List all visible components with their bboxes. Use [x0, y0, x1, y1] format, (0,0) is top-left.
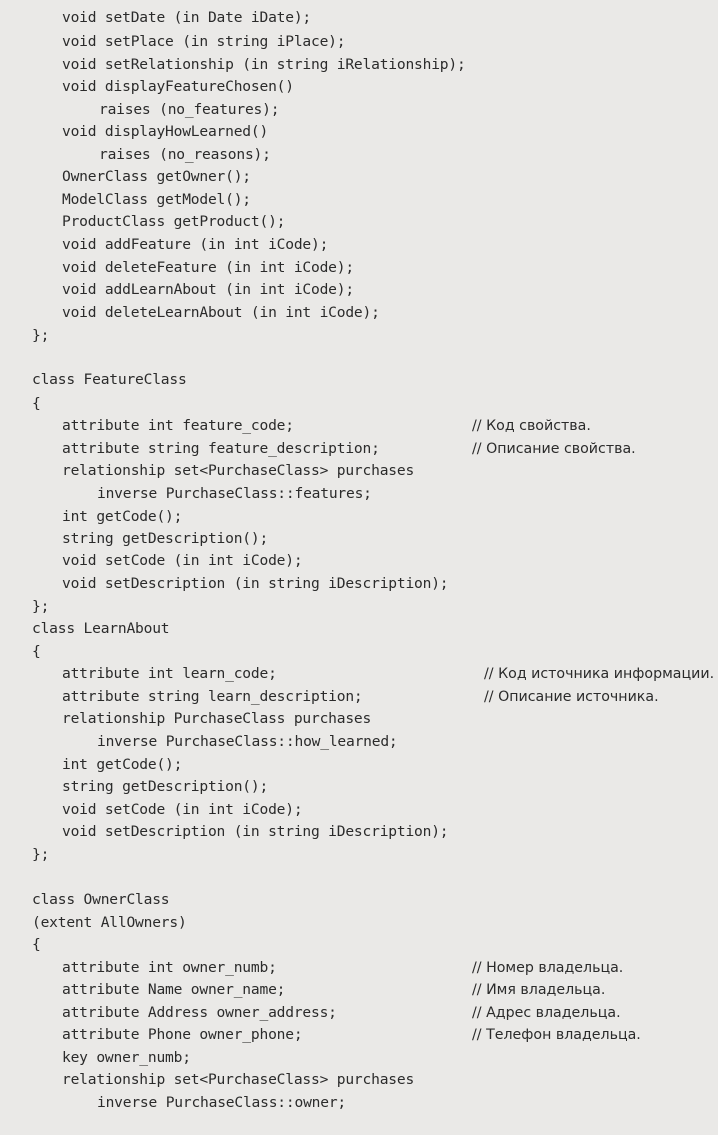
code-line: class FeatureClass — [32, 371, 187, 388]
code-line: }; — [32, 598, 50, 615]
code-line: void setDescription (in string iDescription); — [62, 575, 449, 592]
code-line: string getDescription(); — [62, 530, 269, 547]
code-line: ProductClass getProduct(); — [62, 213, 286, 230]
code-line: attribute int learn_code; — [62, 665, 277, 682]
code-line: void setCode (in int iCode); — [62, 801, 303, 818]
code-line: { — [32, 395, 41, 412]
code-line: inverse PurchaseClass::how_learned; — [97, 733, 398, 750]
code-line: void displayFeatureChosen() — [62, 78, 294, 95]
code-line: }; — [32, 327, 50, 344]
code-line: attribute Phone owner_phone; — [62, 1026, 303, 1043]
code-comment: // Адрес владельца. — [472, 1005, 621, 1021]
code-line: void setCode (in int iCode); — [62, 552, 303, 569]
code-line: void setDescription (in string iDescription); — [62, 823, 449, 840]
code-comment: // Код источника информации. — [484, 666, 715, 682]
code-line: attribute int feature_code; — [62, 417, 294, 434]
code-line: }; — [32, 846, 50, 863]
code-line: raises (no_features); — [99, 101, 280, 118]
code-line: attribute string learn_description; — [62, 688, 363, 705]
code-line: inverse PurchaseClass::features; — [97, 485, 372, 502]
code-line: void setPlace (in string iPlace); — [62, 33, 346, 50]
code-line: relationship PurchaseClass purchases — [62, 710, 372, 727]
code-line: key owner_numb; — [62, 1049, 191, 1066]
code-line: void addLearnAbout (in int iCode); — [62, 281, 354, 298]
code-line: void setRelationship (in string iRelationship); — [62, 56, 466, 73]
code-comment: // Описание свойства. — [472, 441, 636, 457]
code-line: class LearnAbout — [32, 620, 170, 637]
code-line: attribute Address owner_address; — [62, 1004, 337, 1021]
code-line: inverse PurchaseClass::owner; — [97, 1094, 346, 1111]
code-comment: // Номер владельца. — [472, 960, 624, 976]
code-line: attribute Name owner_name; — [62, 981, 286, 998]
code-line: attribute string feature_description; — [62, 440, 380, 457]
code-line: relationship set<PurchaseClass> purchases — [62, 462, 415, 479]
code-line: int getCode(); — [62, 508, 183, 525]
code-line: raises (no_reasons); — [99, 146, 271, 163]
code-line: relationship set<PurchaseClass> purchases — [62, 1071, 415, 1088]
code-line: void deleteFeature (in int iCode); — [62, 259, 354, 276]
code-line: void displayHowLearned() — [62, 123, 269, 140]
code-comment: // Код свойства. — [472, 418, 591, 434]
code-line: class OwnerClass — [32, 891, 170, 908]
code-comment: // Имя владельца. — [472, 982, 606, 998]
code-line: { — [32, 936, 41, 953]
code-comment: // Телефон владельца. — [472, 1027, 641, 1043]
code-line: ModelClass getModel(); — [62, 191, 251, 208]
code-line: string getDescription(); — [62, 778, 269, 795]
code-line: void deleteLearnAbout (in int iCode); — [62, 304, 380, 321]
code-line: { — [32, 643, 41, 660]
code-line: OwnerClass getOwner(); — [62, 168, 251, 185]
code-line: int getCode(); — [62, 756, 183, 773]
code-comment: // Описание источника. — [484, 689, 659, 705]
code-line: attribute int owner_numb; — [62, 959, 277, 976]
code-line: (extent AllOwners) — [32, 914, 187, 931]
code-line: void setDate (in Date iDate); — [62, 9, 311, 26]
code-line: void addFeature (in int iCode); — [62, 236, 329, 253]
